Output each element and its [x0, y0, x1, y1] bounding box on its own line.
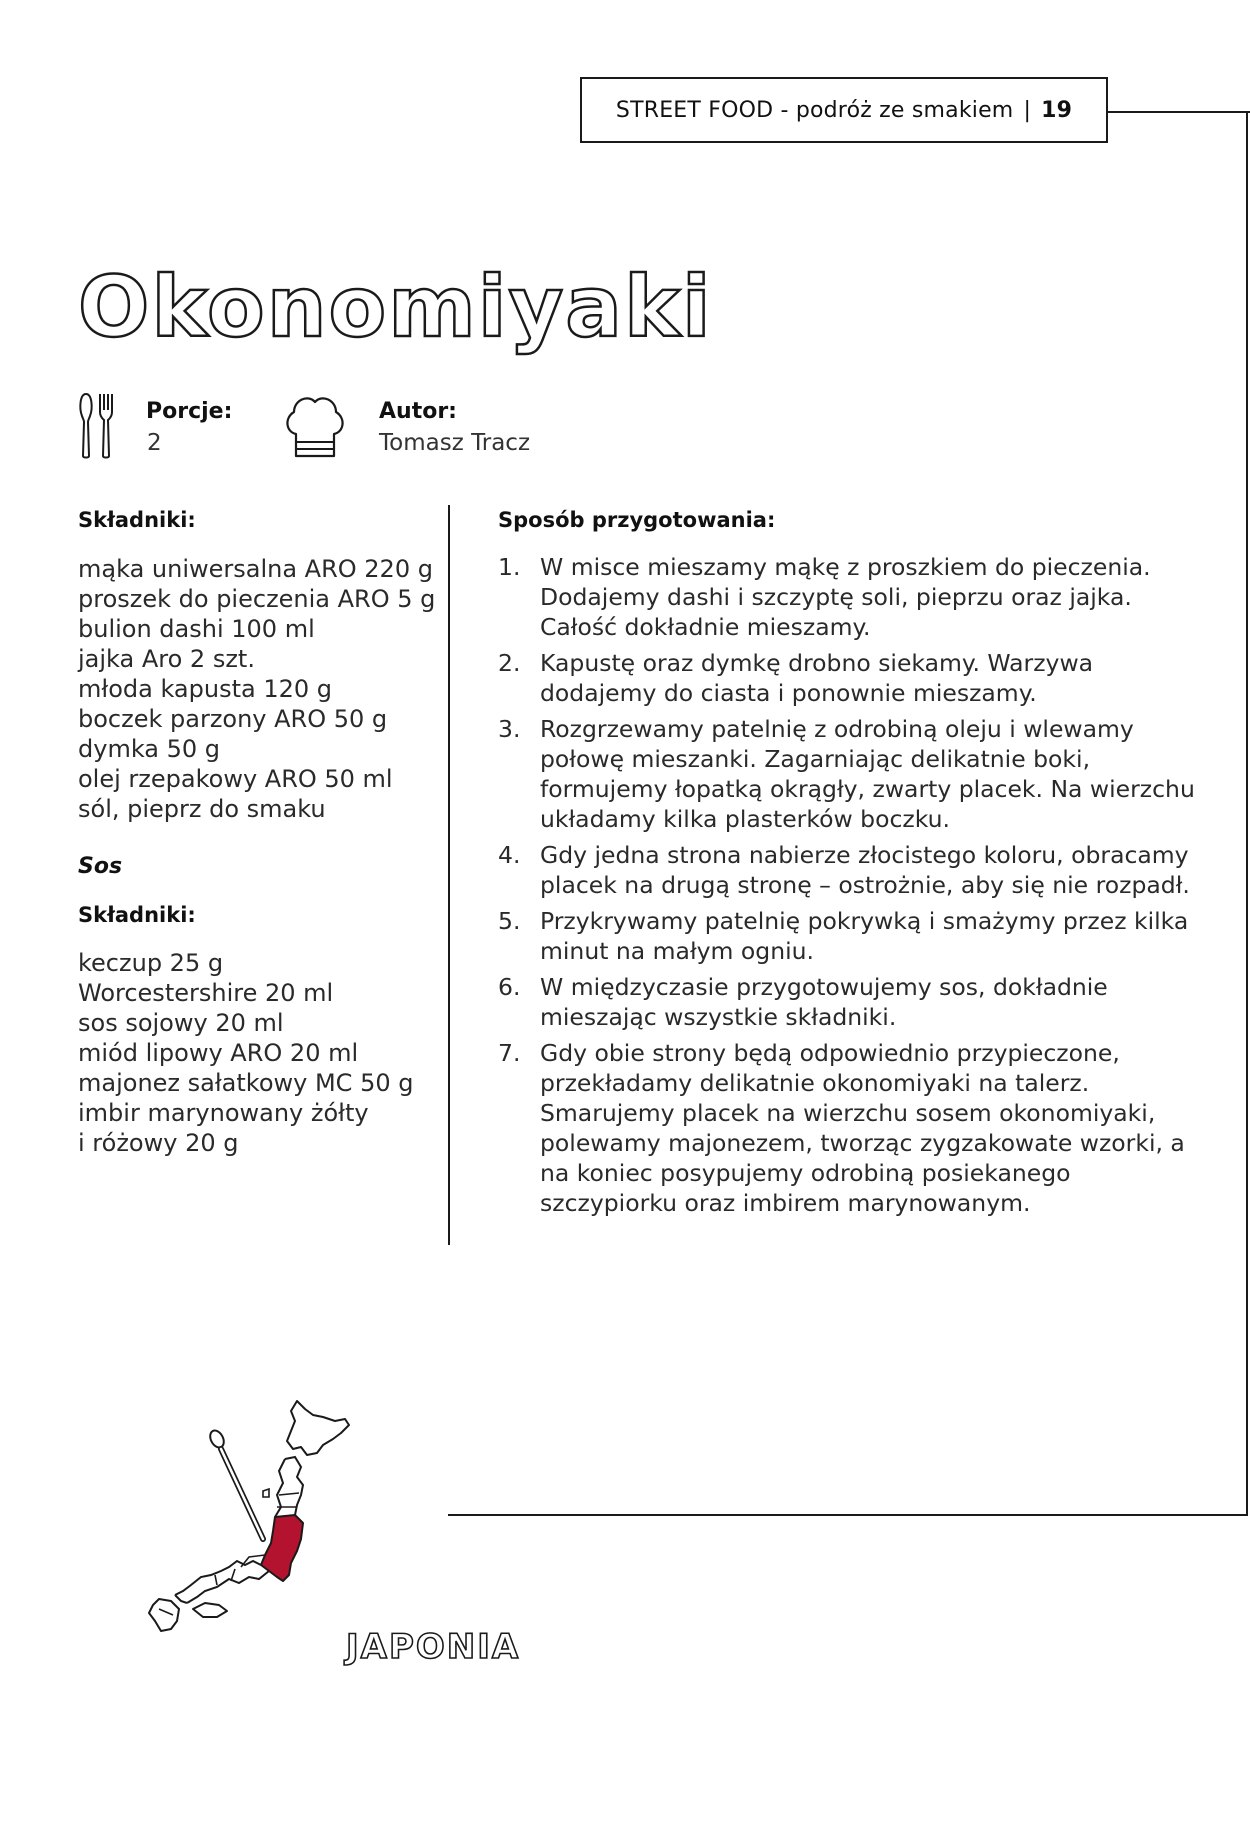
- ingredient-item: sól, pieprz do smaku: [78, 795, 326, 823]
- sauce-ingredient-item: i różowy 20 g: [78, 1129, 239, 1157]
- step-number: 2.: [498, 649, 521, 677]
- step-number: 3.: [498, 715, 521, 743]
- method-step: [498, 714, 1198, 834]
- step-text: Gdy jedna strona nabierze złocistego koloru, obracamy placek na drugą stronę – ostrożnie, aby się nie rozpadł.: [540, 841, 1190, 899]
- running-header: [580, 77, 1108, 143]
- ingredient-item: olej rzepakowy ARO 50 ml: [78, 765, 393, 793]
- sauce-ingredient-item: keczup 25 g: [78, 949, 224, 977]
- chef-hat-icon: [284, 392, 346, 458]
- step-number: 1.: [498, 553, 521, 581]
- sauce-title: Sos: [78, 854, 123, 879]
- author-value: Tomasz Tracz: [379, 430, 531, 456]
- ingredients-heading: Składniki:: [78, 508, 196, 532]
- frame-line-bottom: [448, 1514, 1248, 1516]
- recipe-title: Okonomiyaki: [78, 258, 713, 356]
- sauce-ingredient-item: miód lipowy ARO 20 ml: [78, 1039, 359, 1067]
- sauce-ingredient-item: sos sojowy 20 ml: [78, 1009, 284, 1037]
- header-subtitle: - podróż ze smakiem: [780, 97, 1014, 123]
- sauce-ingredient-item: Worcestershire 20 ml: [78, 979, 334, 1007]
- column-divider: [448, 505, 450, 1245]
- step-text: Gdy obie strony będą odpowiednio przypieczone, przekładamy delikatnie okonomiyaki na talerz. Smarujemy placek na wierzchu sosem okonomiyaki, polewamy majonezem, tworząc zygzakowate wzorki, a na koniec posypujemy odrobiną posiekanego szczypiorku oraz imbirem marynowanym.: [540, 1039, 1185, 1217]
- frame-line-top: [1108, 111, 1250, 113]
- method-step: [498, 648, 1198, 708]
- servings-value: 2: [147, 430, 162, 456]
- author-label: Autor:: [379, 399, 457, 424]
- page-number: 19: [1041, 97, 1073, 123]
- header-separator: |: [1023, 97, 1032, 123]
- sauce-ingredient-item: imbir marynowany żółty: [78, 1099, 369, 1127]
- sauce-ingredient-item: majonez sałatkowy MC 50 g: [78, 1069, 414, 1097]
- method-step: [498, 1038, 1198, 1218]
- cutlery-icon: [76, 392, 116, 460]
- ingredient-item: dymka 50 g: [78, 735, 221, 763]
- step-text: W międzyczasie przygotowujemy sos, dokładnie mieszając wszystkie składniki.: [540, 973, 1108, 1031]
- sauce-ingredients-list: [78, 948, 413, 1158]
- step-number: 5.: [498, 907, 521, 935]
- country-name: JAPONIA: [346, 1627, 521, 1667]
- header-brand: STREET FOOD: [615, 97, 774, 123]
- japan-map-icon: [145, 1395, 365, 1635]
- method-heading: Sposób przygotowania:: [498, 508, 776, 532]
- ingredient-item: proszek do pieczenia ARO 5 g: [78, 585, 436, 613]
- method-step: [498, 906, 1198, 966]
- ingredient-item: mąka uniwersalna ARO 220 g: [78, 555, 433, 583]
- step-text: Przykrywamy patelnię pokrywką i smażymy przez kilka minut na małym ogniu.: [540, 907, 1189, 965]
- step-number: 7.: [498, 1039, 521, 1067]
- servings-label: Porcje:: [146, 399, 233, 424]
- ingredient-item: boczek parzony ARO 50 g: [78, 705, 388, 733]
- method-step: [498, 972, 1198, 1032]
- method-step: [498, 840, 1198, 900]
- step-text: W misce mieszamy mąkę z proszkiem do pieczenia. Dodajemy dashi i szczyptę soli, pieprzu oraz jajka. Całość dokładnie mieszamy.: [540, 553, 1151, 641]
- ingredient-item: jajka Aro 2 szt.: [78, 645, 255, 673]
- ingredient-item: młoda kapusta 120 g: [78, 675, 333, 703]
- method-step: [498, 552, 1198, 642]
- step-number: 6.: [498, 973, 521, 1001]
- method-steps: [498, 552, 1198, 1224]
- ingredients-list: [78, 554, 435, 824]
- step-text: Kapustę oraz dymkę drobno siekamy. Warzywa dodajemy do ciasta i ponownie mieszamy.: [540, 649, 1094, 707]
- sauce-ingredients-heading: Składniki:: [78, 903, 196, 927]
- ingredient-item: bulion dashi 100 ml: [78, 615, 315, 643]
- step-number: 4.: [498, 841, 521, 869]
- step-text: Rozgrzewamy patelnię z odrobiną oleju i wlewamy połowę mieszanki. Zagarniając delikatnie boki, formujemy łopatką okrągły, zwarty placek. Na wierzchu układamy kilka plasterków boczku.: [540, 715, 1195, 833]
- frame-line-right: [1246, 111, 1248, 1516]
